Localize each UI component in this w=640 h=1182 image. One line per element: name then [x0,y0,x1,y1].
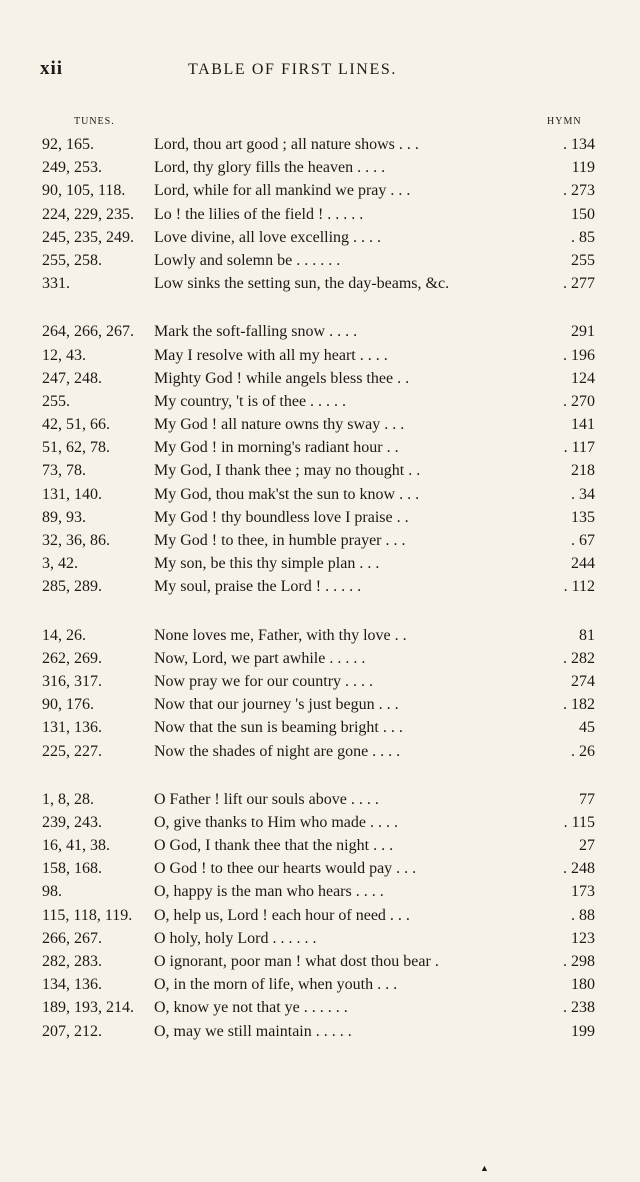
hymn-number: 124 [571,369,595,387]
first-line-text: O, may we still maintain . . . . . [154,1022,352,1040]
hymn-number: 173 [571,883,595,901]
hymn-number: . 282 [563,649,595,667]
first-line-text: May I resolve with all my heart . . . . [154,346,388,364]
table-row [0,740,640,763]
tune-numbers: 12, 43. [42,346,86,364]
table-row [0,133,640,156]
hymn-number: . 26 [571,742,595,760]
first-line-text: Lo ! the lilies of the field ! . . . . . [154,205,364,223]
tune-numbers: 90, 176. [42,696,94,714]
table-row [0,647,640,670]
tune-numbers: 264, 266, 267. [42,323,134,341]
first-line-text: Low sinks the setting sun, the day-beams, &c. [154,275,450,293]
table-row [0,857,640,880]
tune-numbers: 255. [42,392,70,410]
tune-numbers: 90, 105, 118. [42,182,126,200]
table-row [0,436,640,459]
first-line-text: Mark the soft-falling snow . . . . [154,323,358,341]
tune-numbers: 73, 78. [42,462,86,480]
table-row [0,904,640,927]
hymn-number: . 112 [563,578,595,596]
first-line-text: O, help us, Lord ! each hour of need . . . [154,906,410,924]
tune-numbers: 225, 227. [42,742,102,760]
tune-numbers: 92, 165. [42,136,94,153]
first-line-text: My God ! thy boundless love I praise . . [154,508,409,526]
hymn-number: . 85 [571,228,595,246]
hymn-number: 81 [579,626,595,644]
first-line-text: O Father ! lift our souls above . . . . [154,790,379,808]
table-row [0,1020,640,1043]
hymn-number: . 270 [563,392,595,410]
first-line-text: Mighty God ! while angels bless thee . . [154,369,410,387]
table-row [0,413,640,436]
table-row [0,670,640,693]
tune-numbers: 316, 317. [42,672,102,690]
hymn-number: . 182 [563,696,595,714]
tune-numbers: 131, 140. [42,485,102,503]
tune-numbers: 32, 36, 86. [42,532,110,549]
tune-numbers: 98. [42,883,62,901]
hymn-number: 123 [571,929,595,947]
hymn-number: . 248 [563,860,595,878]
tune-numbers: 189, 193, 214. [42,999,134,1017]
table-row [0,575,640,598]
tune-numbers: 158, 168. [42,860,102,878]
tune-numbers: 255, 258. [42,251,102,269]
first-line-text: Now the shades of night are gone . . . . [154,742,401,760]
tune-numbers: 266, 267. [42,929,102,947]
hymn-number: 255 [571,251,595,269]
tune-numbers: 131, 136. [42,719,102,737]
hymn-number: 150 [571,205,595,223]
hymn-number: 244 [571,555,595,573]
hymn-number: 180 [571,976,595,994]
column-header-tunes: TUNES. [74,116,115,127]
tune-numbers: 285, 289. [42,578,102,596]
first-line-text: My soul, praise the Lord ! . . . . . [154,578,362,596]
tune-numbers: 331. [42,275,70,293]
first-line-text: My God ! all nature owns thy sway . . . [154,416,405,434]
tune-numbers: 51, 62, 78. [42,439,110,457]
table-row [0,834,640,857]
first-line-text: Love divine, all love excelling . . . . [154,228,382,246]
table-row [0,716,640,739]
tune-numbers: 247, 248. [42,369,102,387]
first-line-text: O God, I thank thee that the night . . . [154,837,394,855]
first-line-text: None loves me, Father, with thy love . . [154,626,407,644]
hymn-number: . 34 [571,485,595,503]
table-row [0,156,640,179]
tune-numbers: 115, 118, 119. [42,906,133,924]
table-row [0,459,640,482]
table-row [0,249,640,272]
first-line-text: Now pray we for our country . . . . [154,672,374,690]
table-row [0,973,640,996]
tune-numbers: 3, 42. [42,555,78,573]
table-row [0,552,640,575]
tune-numbers: 14, 26. [42,626,86,644]
table-row [0,226,640,249]
first-line-text: Now, Lord, we part awhile . . . . . [154,649,366,667]
table-row [0,950,640,973]
tune-numbers: 282, 283. [42,953,102,970]
table-row [0,624,640,647]
hymn-number: . 196 [563,346,595,364]
first-line-text: My God, thou mak'st the sun to know . . . [154,485,420,503]
hymn-number: 119 [571,159,595,177]
first-line-text: O ignorant, poor man ! what dost thou bear . [154,953,439,970]
page-title: TABLE OF FIRST LINES. [188,61,397,78]
first-line-text: Now that the sun is beaming bright . . . [154,719,403,737]
first-lines-table [0,133,640,1043]
tune-numbers: 245, 235, 249. [42,228,134,246]
table-row [0,367,640,390]
hymn-number: 135 [571,508,595,526]
tune-numbers: 1, 8, 28. [42,790,94,808]
tune-numbers: 89, 93. [42,508,86,526]
table-row [0,529,640,552]
table-row [0,506,640,529]
first-line-text: O, give thanks to Him who made . . . . [154,813,398,831]
table-row [0,390,640,413]
table-row [0,996,640,1019]
table-row [0,927,640,950]
table-row [0,203,640,226]
first-line-text: My God ! in morning's radiant hour . . [154,439,399,457]
first-line-text: My God, I thank thee ; may no thought . . [154,462,421,480]
hymn-number: . 115 [563,813,595,831]
first-line-text: Now that our journey 's just begun . . . [154,696,399,714]
printer-mark-icon: ▲ [480,1163,489,1173]
table-row [0,811,640,834]
tune-numbers: 207, 212. [42,1022,102,1040]
hymn-number: 199 [571,1022,595,1040]
first-line-text: O holy, holy Lord . . . . . . [154,929,317,947]
tune-numbers: 249, 253. [42,159,102,177]
hymn-number: . 238 [563,999,595,1017]
first-line-text: Lord, thy glory fills the heaven . . . . [154,159,386,177]
first-line-text: O, happy is the man who hears . . . . [154,883,384,901]
hymn-number: 77 [579,790,595,808]
column-header-hymn: HYMN [547,116,582,127]
first-line-text: My son, be this thy simple plan . . . [154,555,380,573]
first-line-text: Lord, while for all mankind we pray . . . [154,182,411,200]
tune-numbers: 224, 229, 235. [42,205,134,223]
hymn-number: . 67 [571,532,595,549]
hymn-number: 274 [571,672,595,690]
hymn-number: 45 [579,719,595,737]
first-line-text: O, know ye not that ye . . . . . . [154,999,348,1017]
table-row [0,788,640,811]
hymn-number: 291 [571,323,595,341]
table-row [0,272,640,295]
first-line-text: O, in the morn of life, when youth . . . [154,976,398,994]
hymn-number: . 117 [563,439,595,457]
hymn-number: 141 [571,416,595,434]
table-row [0,320,640,343]
tune-numbers: 262, 269. [42,649,102,667]
first-line-text: Lowly and solemn be . . . . . . [154,251,341,269]
table-row [0,880,640,903]
table-row [0,483,640,506]
table-row [0,344,640,367]
first-line-text: Lord, thou art good ; all nature shows . . . [154,136,419,153]
hymn-number: 218 [571,462,595,480]
tune-numbers: 42, 51, 66. [42,416,110,434]
hymn-number: . 273 [563,182,595,200]
first-line-text: My country, 't is of thee . . . . . [154,392,347,410]
table-row [0,693,640,716]
hymn-number: 27 [579,837,595,855]
tune-numbers: 134, 136. [42,976,102,994]
first-line-text: My God ! to thee, in humble prayer . . . [154,532,406,549]
page-number: xii [40,58,64,79]
tune-numbers: 239, 243. [42,813,102,831]
hymn-number: . 134 [563,136,595,153]
first-line-text: O God ! to thee our hearts would pay . . . [154,860,417,878]
table-row [0,179,640,202]
hymn-number: . 88 [571,906,595,924]
hymn-number: . 277 [563,275,595,293]
tune-numbers: 16, 41, 38. [42,837,110,855]
hymn-number: . 298 [563,953,595,970]
